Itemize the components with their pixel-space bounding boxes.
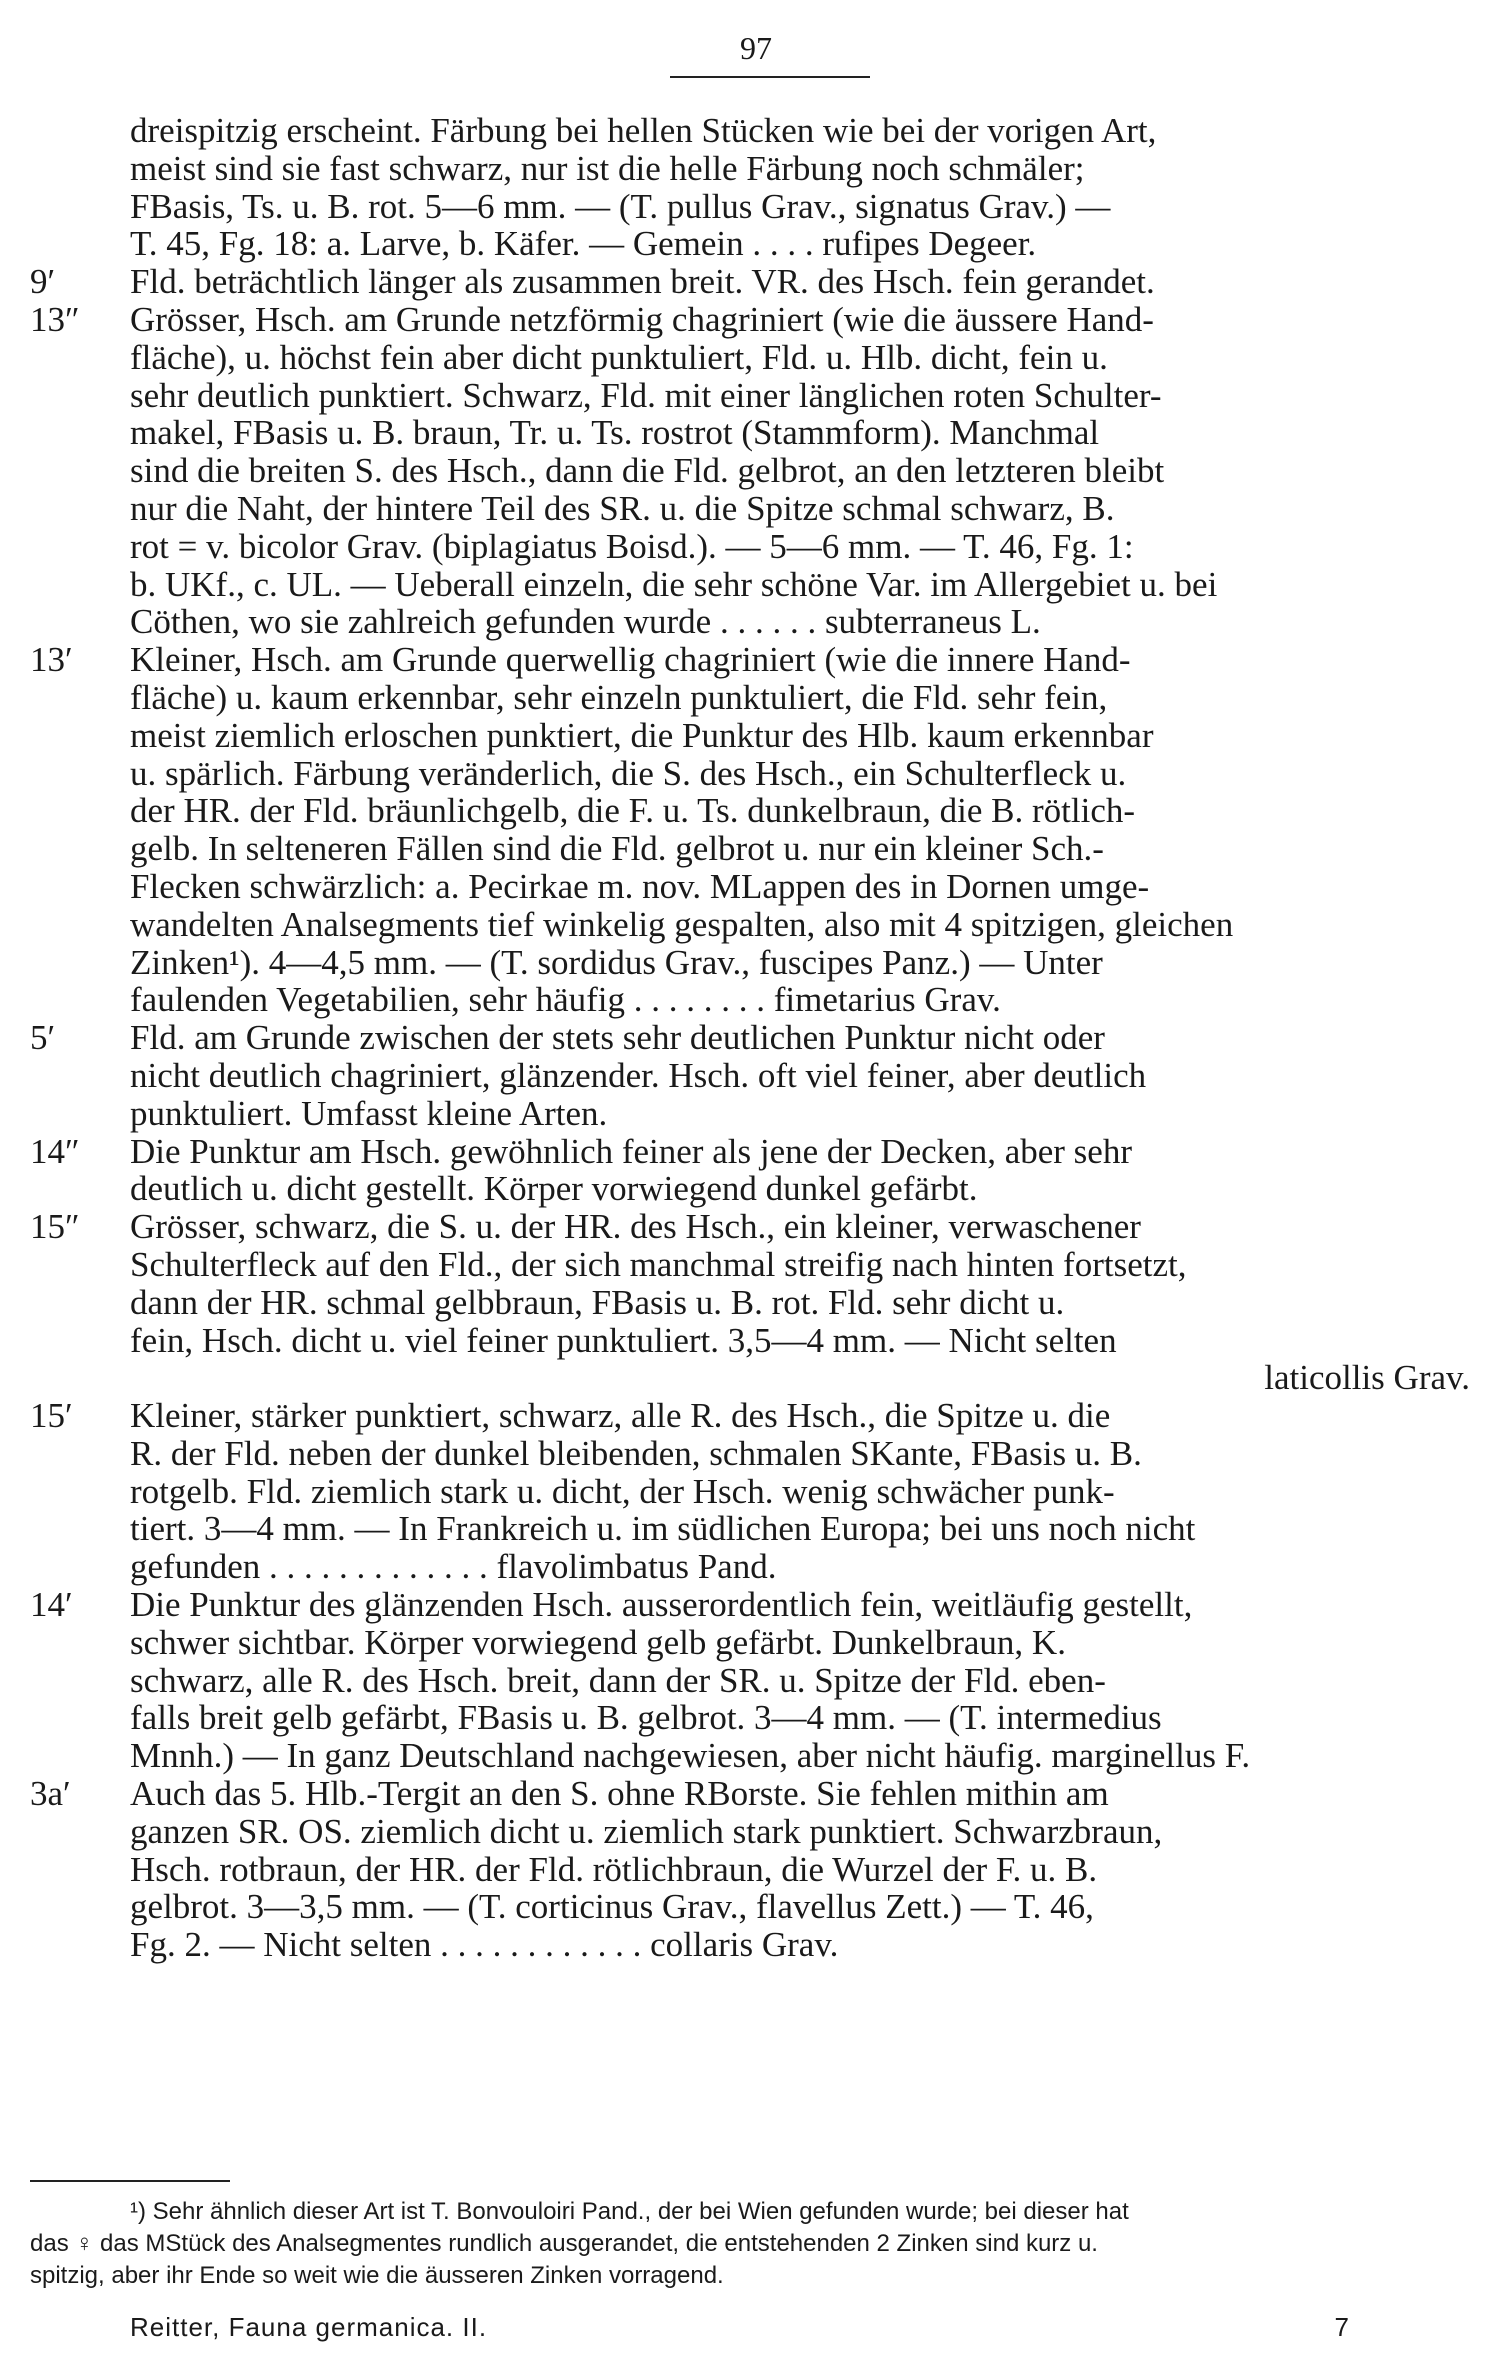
couplet-label: 13′	[30, 640, 73, 680]
text-line: gelbrot. 3—3,5 mm. — (T. corticinus Grav., flavellus Zett.) — T. 46,	[130, 1887, 1094, 1927]
text-line: R. der Fld. neben der dunkel bleibenden, schmalen SKante, FBasis u. B.	[130, 1433, 1142, 1473]
text-line: T. 45, Fg. 18: a. Larve, b. Käfer. — Gemein . . . . rufipes Degeer.	[130, 224, 1037, 264]
text-line: fein, Hsch. dicht u. viel feiner punktuliert. 3,5—4 mm. — Nicht selten	[130, 1320, 1117, 1360]
species-line: laticollis Grav.	[1264, 1358, 1470, 1398]
text-line: 3a′ Auch das 5. Hlb.-Tergit an den S. ohne RBorste. Sie fehlen mithin am	[30, 1774, 1109, 1814]
text-line: 15″ Grösser, schwarz, die S. u. der HR. des Hsch., ein kleiner, verwaschener	[30, 1207, 1141, 1247]
text-line: ganzen SR. OS. ziemlich dicht u. ziemlich stark punktiert. Schwarzbraun,	[130, 1811, 1163, 1851]
text-line: 13′ Kleiner, Hsch. am Grunde querwellig chagriniert (wie die innere Hand-	[30, 640, 1131, 680]
couplet-label: 14″	[30, 1131, 80, 1171]
text-line: schwer sichtbar. Körper vorwiegend gelb gefärbt. Dunkelbraun, K.	[130, 1622, 1066, 1662]
text-line: fläche) u. kaum erkennbar, sehr einzeln punktuliert, die Fld. sehr fein,	[130, 677, 1108, 717]
text-line: 5′ Fld. am Grunde zwischen der stets sehr deutlichen Punktur nicht oder	[30, 1018, 1105, 1058]
text-line: meist sind sie fast schwarz, nur ist die helle Färbung noch schmäler;	[130, 148, 1085, 188]
text-line: makel, FBasis u. B. braun, Tr. u. Ts. rostrot (Stammform). Manchmal	[130, 413, 1100, 453]
footnote-line: das ♀ das MStück des Analsegmentes rundlich ausgerandet, die entstehenden 2 Zinken sind kurz u.	[30, 2230, 1098, 2257]
text-line: 14′ Die Punktur des glänzenden Hsch. ausserordentlich fein, weitläufig gestellt,	[30, 1585, 1193, 1625]
text-line: nur die Naht, der hintere Teil des SR. u. die Spitze schmal schwarz, B.	[130, 488, 1115, 528]
couplet-label: 13″	[30, 299, 80, 339]
text-line: 14″ Die Punktur am Hsch. gewöhnlich feiner als jene der Decken, aber sehr	[30, 1131, 1132, 1171]
signature-mark: 7	[1334, 2312, 1350, 2342]
text-line: meist ziemlich erloschen punktiert, die Punktur des Hlb. kaum erkennbar	[130, 715, 1154, 755]
couplet-label: 14′	[30, 1585, 73, 1625]
text-line: Zinken¹). 4—4,5 mm. — (T. sordidus Grav., fuscipes Panz.) — Unter	[130, 942, 1103, 982]
page-number: 97	[740, 30, 772, 66]
text-line: 9′ Fld. beträchtlich länger als zusammen breit. VR. des Hsch. fein gerandet.	[30, 262, 1155, 302]
couplet-label: 3a′	[30, 1774, 71, 1814]
text-line: gefunden . . . . . . . . . . . . . flavolimbatus Pand.	[130, 1547, 777, 1587]
text-line: schwarz, alle R. des Hsch. breit, dann der SR. u. Spitze der Fld. eben-	[130, 1660, 1106, 1700]
text-line: 13″ Grösser, Hsch. am Grunde netzförmig chagriniert (wie die äussere Hand-	[30, 299, 1154, 339]
footnote-line: ¹) Sehr ähnlich dieser Art ist T. Bonvouloiri Pand., der bei Wien gefunden wurde; bei dieser hat	[130, 2198, 1129, 2225]
couplet-label: 5′	[30, 1018, 56, 1058]
text-line: nicht deutlich chagriniert, glänzender. Hsch. oft viel feiner, aber deutlich	[130, 1055, 1147, 1095]
text-line: Cöthen, wo sie zahlreich gefunden wurde . . . . . . subterraneus L.	[130, 602, 1041, 642]
couplet-label: 9′	[30, 262, 56, 302]
text-line: sehr deutlich punktiert. Schwarz, Fld. mit einer länglichen roten Schulter-	[130, 375, 1162, 415]
text-line: wandelten Analsegments tief winkelig gespalten, also mit 4 spitzigen, gleichen	[130, 904, 1234, 944]
text-line: gelb. In selteneren Fällen sind die Fld. gelbrot u. nur ein kleiner Sch.-	[130, 829, 1104, 869]
footnote	[30, 2196, 1470, 2292]
text-line: punktuliert. Umfasst kleine Arten.	[130, 1093, 608, 1133]
text-line: deutlich u. dicht gestellt. Körper vorwiegend dunkel gefärbt.	[130, 1169, 978, 1209]
couplet-label: 15″	[30, 1207, 80, 1247]
text-line: 15′ Kleiner, stärker punktiert, schwarz, alle R. des Hsch., die Spitze u. die	[30, 1396, 1111, 1436]
text-line: u. spärlich. Färbung veränderlich, die S. des Hsch., ein Schulterfleck u.	[130, 753, 1127, 793]
text-line: Hsch. rotbraun, der HR. der Fld. rötlichbraun, die Wurzel der F. u. B.	[130, 1849, 1098, 1889]
text-line: faulenden Vegetabilien, sehr häufig . . . . . . . . fimetarius Grav.	[130, 980, 1001, 1020]
header-rule	[670, 76, 870, 78]
text-line: der HR. der Fld. bräunlichgelb, die F. u. Ts. dunkelbraun, die B. rötlich-	[130, 791, 1136, 831]
footer-citation: Reitter, Fauna germanica. II.	[130, 2312, 488, 2342]
text-line: FBasis, Ts. u. B. rot. 5—6 mm. — (T. pullus Grav., signatus Grav.) —	[130, 186, 1111, 226]
text-line: dann der HR. schmal gelbbraun, FBasis u. B. rot. Fld. sehr dicht u.	[130, 1282, 1065, 1322]
footnote-line: spitzig, aber ihr Ende so weit wie die äusseren Zinken vorragend.	[30, 2262, 724, 2289]
text-line: Fg. 2. — Nicht selten . . . . . . . . . . . . collaris Grav.	[130, 1925, 839, 1965]
couplet-label: 15′	[30, 1396, 73, 1436]
text-line: falls breit gelb gefärbt, FBasis u. B. gelbrot. 3—4 mm. — (T. intermedius	[130, 1698, 1162, 1738]
text-line: dreispitzig erscheint. Färbung bei hellen Stücken wie bei der vorigen Art,	[130, 111, 1157, 150]
text-line: b. UKf., c. UL. — Ueberall einzeln, die sehr schöne Var. im Allergebiet u. bei	[130, 564, 1218, 604]
text-line: rotgelb. Fld. ziemlich stark u. dicht, der Hsch. wenig schwächer punk-	[130, 1471, 1115, 1511]
text-line: Schulterfleck auf den Fld., der sich manchmal streifig nach hinten fortsetzt,	[130, 1244, 1187, 1284]
text-line: Mnnh.) — In ganz Deutschland nachgewiesen, aber nicht häufig. marginellus F.	[130, 1736, 1251, 1776]
text-line: rot = v. bicolor Grav. (biplagiatus Boisd.). — 5—6 mm. — T. 46, Fg. 1:	[130, 526, 1134, 566]
text-line: fläche), u. höchst fein aber dicht punktuliert, Fld. u. Hlb. dicht, fein u.	[130, 337, 1108, 377]
text-line: tiert. 3—4 mm. — In Frankreich u. im südlichen Europa; bei uns noch nicht	[130, 1509, 1196, 1549]
page-footer	[130, 2312, 1350, 2343]
footnote-rule	[30, 2180, 230, 2182]
key-text	[30, 112, 1470, 1964]
text-line: sind die breiten S. des Hsch., dann die Fld. gelbrot, an den letzteren bleibt	[130, 451, 1165, 491]
text-line: Flecken schwärzlich: a. Pecirkae m. nov. MLappen des in Dornen umge-	[130, 866, 1150, 906]
